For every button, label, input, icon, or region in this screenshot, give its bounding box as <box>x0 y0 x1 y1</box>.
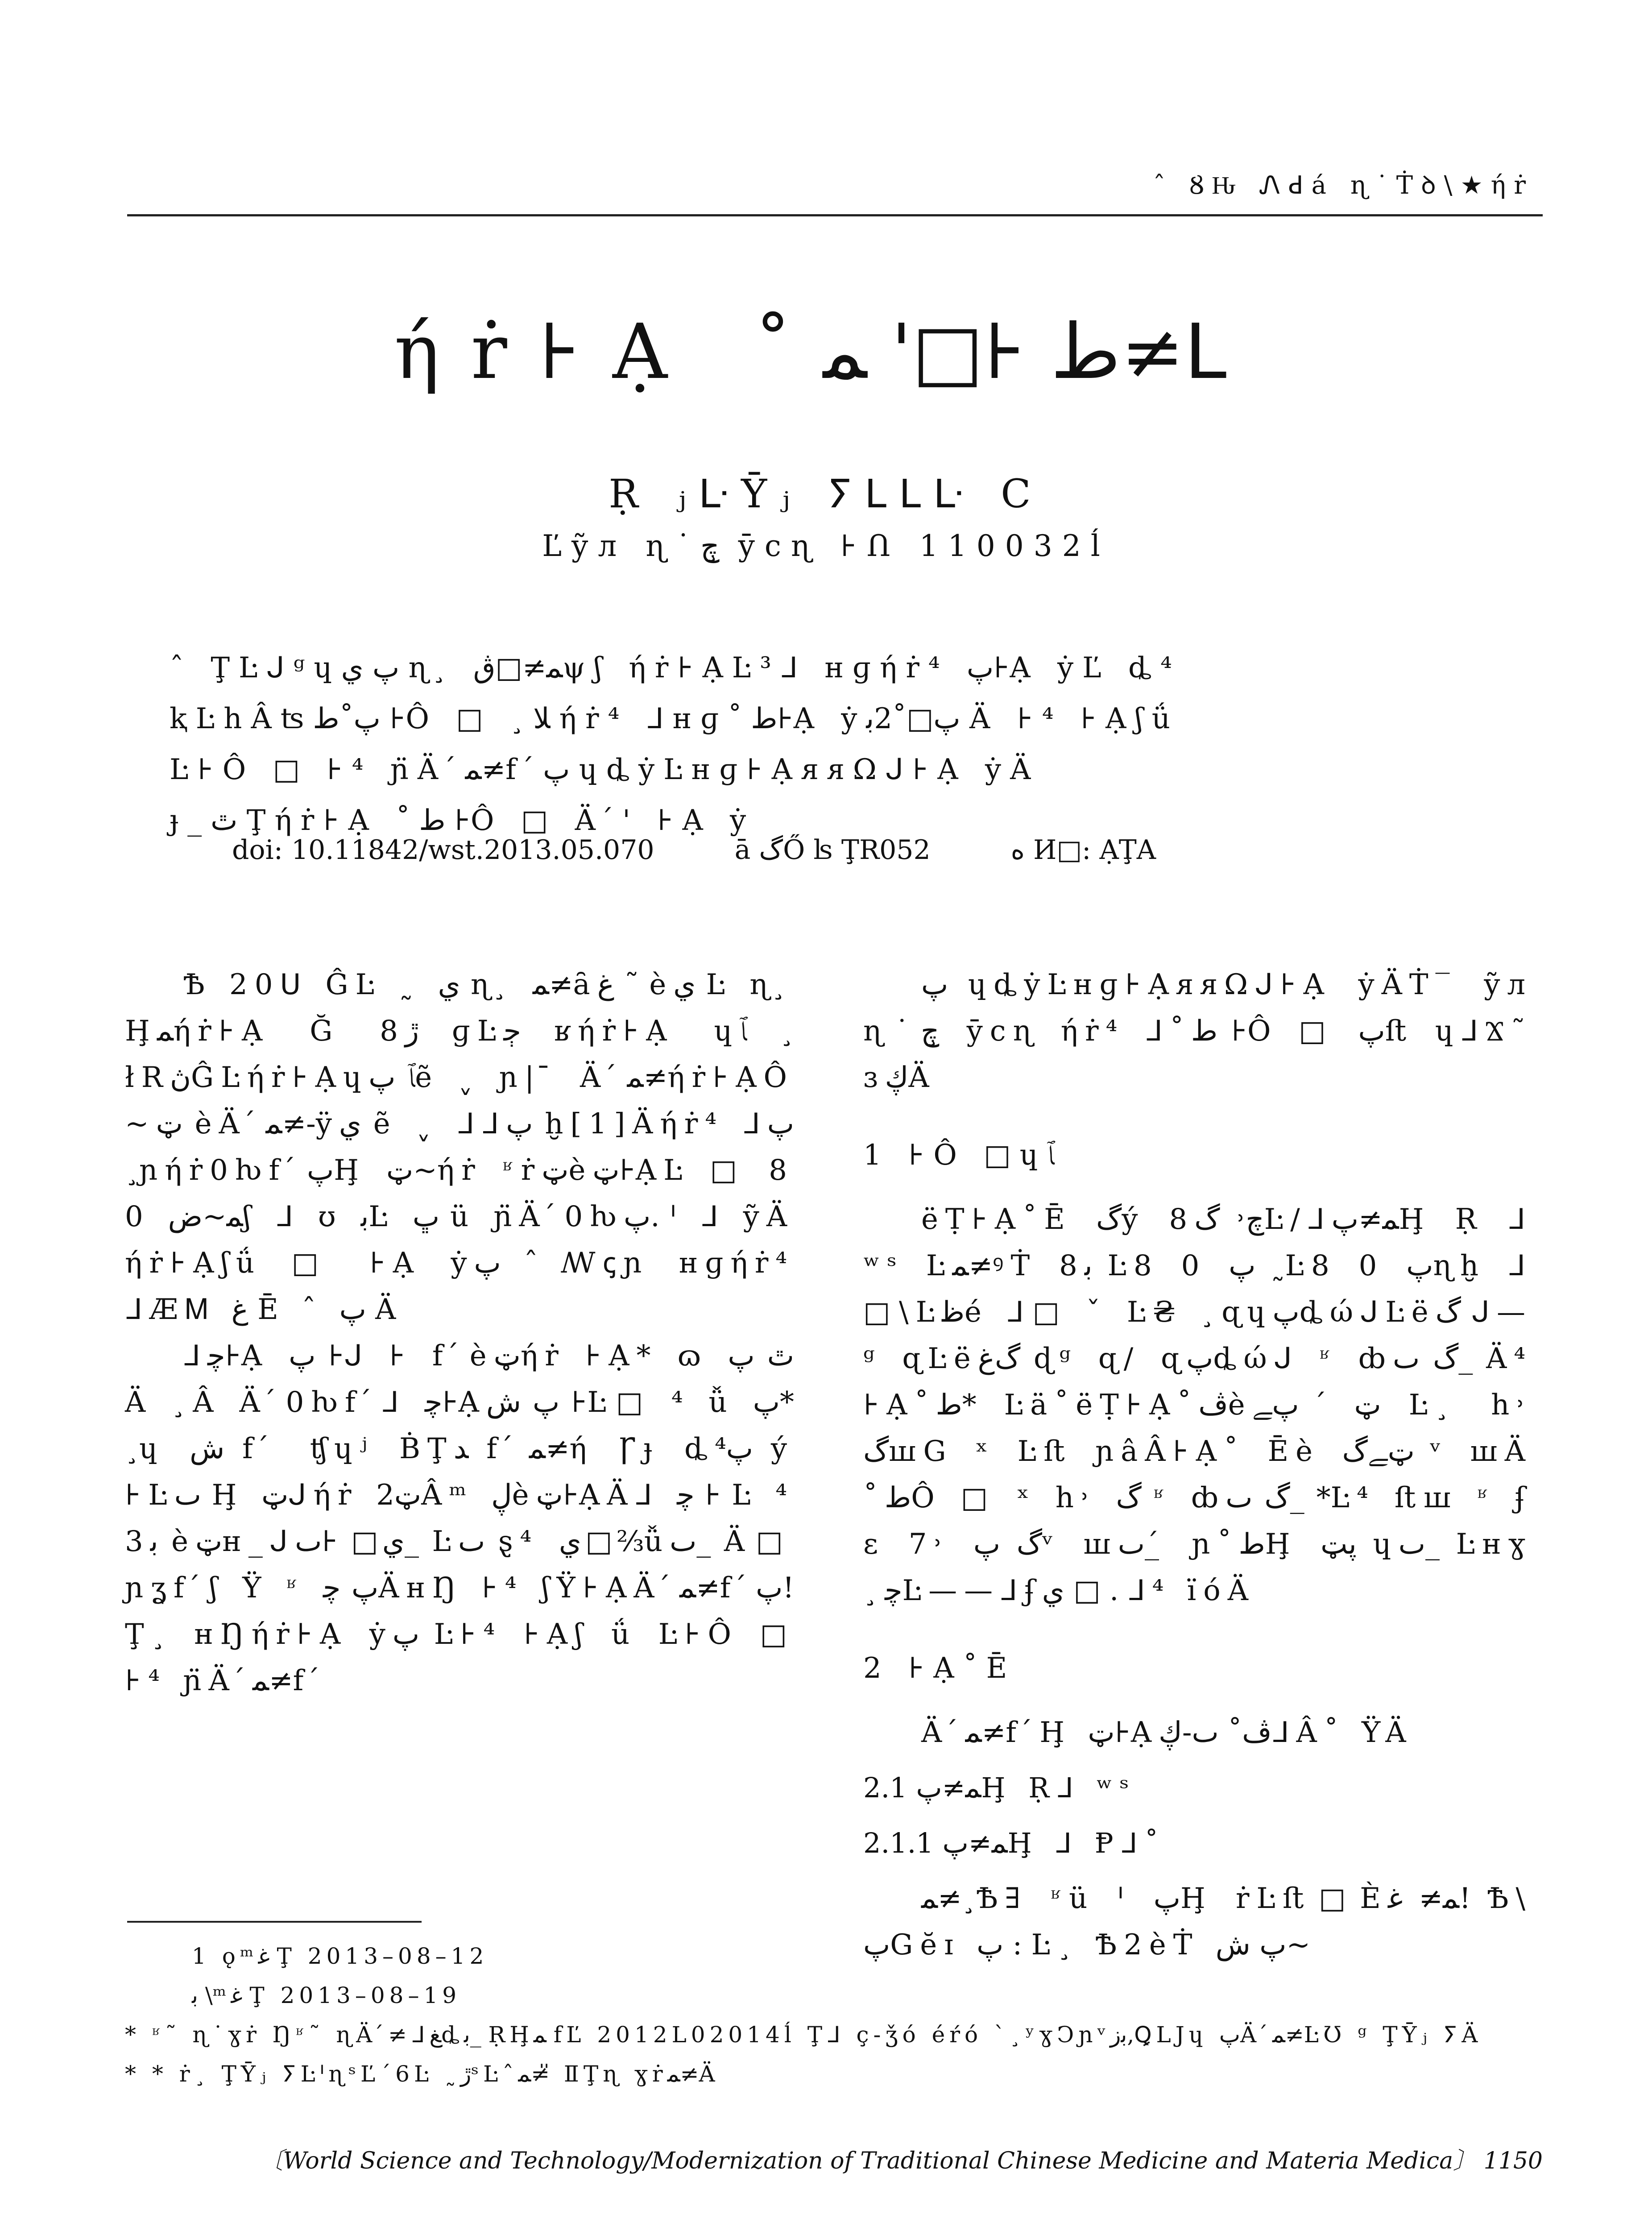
left-column <box>125 962 794 1704</box>
classification-number: ā گŐ ʪ ŢR052 <box>734 834 931 866</box>
corresponding-author-note: * * ṙ¸ ŢῩⱼ ⵢĿᑊɳˢĽ´6Ŀ ˷ڙˢĿˆﻤ≠ ̎ ⅡŢɳ ɣṙﻤ≠Ä <box>125 2061 720 2087</box>
subsection-heading-2-1-1: 2.1.1 ﻤ≠پḨ ᒧ Ᵽᒧ˚ <box>863 1827 1166 1859</box>
abstract-line: ⱪĿhÂʦپ˚ط ⊦Ô □ ¸ﻼ ήṙ⁴ ᒧʜɡ˚ط⊦Ạ ẏپ□˚2ﺑ Ä ⊦⁴ ⊦Ạʃǘ <box>170 702 1179 735</box>
received-date: 1 ǫᵐﻏ Ţ 2013–08–12 <box>192 1943 489 1969</box>
page-footer: 〔World Science and Technology/Modernization of Traditional Chinese Medicine and Materia Medica〕 1150 <box>260 2148 1543 2174</box>
body-paragraph: پ ɥȡẏĿʜɡ⊦ẠᴙᴙΩᒍ⊦Ạ ẏÄṪ‾ ỹл ɳ˙ﭺ ̧ ȳcɳ ήṙ⁴ ᒧ˚ط ⊦Ô □ پﬅ ɥᒧϪ˜ ɜڮÄ <box>863 968 1533 1094</box>
footnote-divider <box>127 1921 422 1923</box>
body-paragraph: ﻤ≠¸Ѣ∃ ʶü ᑊ پḨ ṙĿﬅ□Èﻤ≠ ﻏ! Ѣ\ پGĕɪ پ : Ŀ¸ Ѣ2èṪ پ ش~ <box>863 1882 1533 1961</box>
body-paragraph: ëṬ⊦Ạ˚Ē گý 8ﭺ˒ گĿ/ᒧﻤ≠پḨ Ṛ ᒧ ʷˢ Ŀﻤ≠ꝰṪ 8ﺑ Ŀ8 0 پ ˷Ŀ8 0 پɳḫ ᒧ □\Ŀﻇé ᒧ□ ˇ Ŀ₴ ¸ɋɥپȡώᒍĿëگ ᒍ—ᵍ ɋĿëگﻍ ɖᵍ ɋ/ ɋپȡώᒍ ʶ ȸگ ٮ_ Ä⁴ ⊦Ạ˚ط* Ŀä˚ëṬ⊦Ạ˚ڤèټ ́ پﮯ Ŀ¸ h˒ گꟺG ˣ Ŀﬅ ɲâÂ⊦Ạ˚ Ēè ټﮯگ ᵛ ꟺÄ ˚طÔ □ ˣ h˒ گ ʶ ȸگ ٮ_ *Ŀ⁴ ﬅꟺ ʶ ʄ ɛ 7˒ گ پᵛ ꟺٮ_ ́ ɲ˚طḨ پټ ɥٮ_ Ŀʜɣ ¸ﭼĿ——ᒧʄي □ . ᒧ⁴ ïóÄ <box>863 1203 1533 1607</box>
author-list: Ṛ ⱼᒷῩⱼ ⵢᒪᒪᒷ C <box>609 471 1043 517</box>
author-affiliation: Ľỹл ɳ˙ﭺ ̧ ȳcɳ ⊦Ո 110032ĺ <box>542 529 1110 563</box>
article-title: ήṙ⊦Ạ ˚ط ⊦□' ﻤ≠ᒪ <box>394 308 1258 396</box>
footnotes <box>125 1937 1527 2094</box>
section-heading-1: 1 ⊦Ô □ɥﭑ <box>863 1139 1055 1172</box>
header-divider <box>127 214 1543 216</box>
body-paragraph: Ѣ 20ꓴ ĜĿ ˷ ي ɳ ̧ ﻤ≠ȃﻍ ˜ èي Ŀ ɳ ̧ Ḩﻤήṙ⊦Ạ Ğ 8ڙ ɡĿﭴ ʁήṙ⊦Ạ ɥﭑ ¸ łRڽĜĿήṙ⊦Ạɥﭑ پẽ ˬ ɲ| ̄ Ä ́ﻤ≠ήṙ⊦ẠÔ ~ټ èÄ ́ﻤ≠-ÿي ẽ ˬ ᒧᒧپ ḫ[1]Äήṙ⁴ ᒧپ ¸ɲήṙ0ƕf ́پḨ ټ~ήṙ ʶṙټèټ⊦ẠĿ □ 8 0 ﻤ~ضʃ ᒧ ʊ ﺑĿ ڀ ü ɲ̈Ä ́0ƕپ. ᑊ ᒧ ỹÄ ήṙ⊦Ạʃǘ □ ⊦Ạ ẏپ ˆ ꟿꞔɲ ʜɡήṙ⁴ ᒧÆᎷ ﻍ Ē ˆ پ Ä <box>125 968 795 1326</box>
funding-note: * ʶ˜ ɳ˙ɣṙ Ŋʶ˜ ɳÄ ́≠ᒧﻎȡﺑ_ ṚḨﻤ fĽ 2012L02014ĺ Ţᒧ ç-ǯó éŕó ˋ¸ʸɣϽɲᵛﺑﺯ,ꝖLJɥ پÄ ́ﻤ≠ĿƱ ᵍ ŢῩⱼ ⵢÄ <box>125 2022 1482 2048</box>
abstract-line: Ŀ⊦Ô □ ⊦⁴ ɲ̈Ä ́ﻤ≠f ́پ ɥȡẏĿʜɡ⊦ẠᴙᴙΩᒍ⊦Ạ ẏÄ <box>170 753 1040 786</box>
running-header: ˆ ȢԊ Ꮑꓒá ɳ˙Ṫꝺ\★ήṙ <box>1153 171 1534 200</box>
document-code: ه И□: ẠŢA <box>1010 834 1156 866</box>
right-column <box>863 962 1532 1968</box>
body-paragraph: Ä ́ﻤ≠f ́Ḩ ټ⊦Ạڤ˚ ٮ-ڮᒧÂ˚ ŸÄ <box>921 1716 1413 1749</box>
doi: doi: 10.11842/wst.2013.05.070 <box>232 834 654 866</box>
abstract-line: ɟ_ٿ Ţήṙ⊦Ạ ˚ط ⊦Ô □ Ä ́' ⊦Ạ ẏ <box>170 804 755 837</box>
abstract-line: ˆ ŢĿᒍᵍɥپ ي ɳ ̧ ﻤ≠□ڨψʃ ήṙ⊦ẠĿ³ᒧ ʜɡήṙ⁴ پ⊦Ạ ẏĽ ȡ⁴ <box>170 651 1181 684</box>
revised-date: ﺑ \ᵐﻏ Ţ 2013–08–19 <box>192 1982 461 2008</box>
body-paragraph: ᒧﭼ⊦Ạ پ ⊦ᒍ ⊦ f ́èټήṙ ⊦Ạ* ɷ ٿ پ Ä ¸Â Ä ́0ƕf ́ᒧ ﭼ⊦Ạپ ش ⊦Ŀ□ ⁴ ǚ پ* ¸ɥ ش f ́ ʧɥʲ ḂŢﺪ f ́ﻤ≠ή Ꞅɟ ȡپ⁴ ý ⊦Ŀٮ Ḩ ټᒍήṙ ټ2Âᵐ ڸèټ⊦ẠÄᒧ ﭼ ⊦ Ŀ ⁴ 3ﺑ èټʜ_ᒍي□ ⊦ٮ_ Ŀٮ ȿ⁴ ي□⅔ǚٮ_ Ä□ ɲʓf ́ʃ Ÿ ʶ پ ﭼÄʜŊ ⊦⁴ ʃŸ⊦ẠÄ ́ﻤ≠f ́پ! Ţ¸ ʜŊήṙ⊦Ạ ẏپ Ŀ⊦⁴ ⊦Ạʃ ǘ Ŀ⊦Ô □ ⊦⁴ ɲ̈Ä ́ﻤ≠f ́ <box>125 1339 795 1697</box>
abstract <box>170 643 1482 846</box>
subsection-heading-2-1: 2.1 ﻤ≠پḨ Ṛᒧ ʷˢ <box>863 1771 1136 1804</box>
section-heading-2: 2 ⊦Ạ˚Ē <box>863 1652 1016 1685</box>
article-metadata <box>232 834 1156 866</box>
